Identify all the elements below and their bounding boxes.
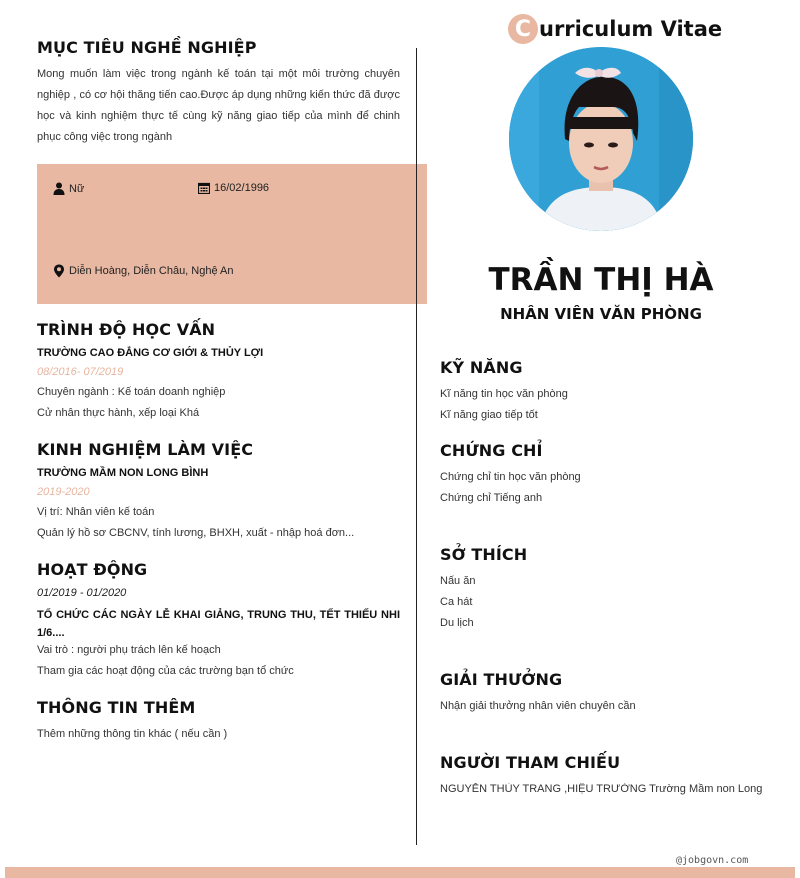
skill-item: Kĩ năng giao tiếp tốt <box>440 409 538 421</box>
objective-heading: MỤC TIÊU NGHỀ NGHIỆP <box>37 38 257 57</box>
certificates-heading: CHỨNG CHỈ <box>440 441 543 460</box>
education-period: 08/2016- 07/2019 <box>37 366 124 378</box>
education-line: Chuyên ngành : Kế toán doanh nghiệp <box>37 386 226 398</box>
references-heading: NGƯỜI THAM CHIẾU <box>440 753 621 772</box>
gender-value: Nữ <box>69 182 85 195</box>
education-heading: TRÌNH ĐỘ HỌC VẤN <box>37 320 216 339</box>
hobbies-heading: SỞ THÍCH <box>440 545 528 564</box>
person-role: NHÂN VIÊN VĂN PHÒNG <box>500 305 702 323</box>
hobby-item: Ca hát <box>440 596 473 608</box>
cv-title <box>508 14 722 44</box>
activities-event: TỔ CHỨC CÁC NGÀY LỄ KHAI GIẢNG, TRUNG THU, TẾT THIẾU NHI 1/6.... <box>37 609 400 639</box>
address-item <box>53 264 234 278</box>
address-value: Diễn Hoàng, Diễn Châu, Nghệ An <box>69 265 234 277</box>
activities-line: Tham gia các hoạt động của các trường bạn tổ chức <box>37 665 294 677</box>
more-info-text: Thêm những thông tin khác ( nếu cần ) <box>37 728 228 740</box>
awards-heading: GIẢI THƯỞNG <box>440 670 563 689</box>
birthday-item <box>198 182 269 194</box>
experience-period: 2019-2020 <box>37 486 90 498</box>
map-pin-icon <box>53 264 65 278</box>
more-info-heading: THÔNG TIN THÊM <box>37 698 196 717</box>
calendar-icon <box>198 182 210 194</box>
personal-info-box <box>37 164 427 304</box>
certificate-item: Chứng chỉ Tiếng anh <box>440 492 543 504</box>
hobby-item: Nấu ăn <box>440 575 476 587</box>
skill-item: Kĩ năng tin học văn phòng <box>440 388 568 400</box>
reference-item: NGUYỄN THÙY TRANG ,HIỆU TRƯỞNG Trường Mầm non Long <box>440 783 763 795</box>
objective-text: Mong muốn làm việc trong ngành kế toán tại một môi trường chuyên nghiệp , có cơ hội thăng tiến cao.Được áp dụng những kiến thức đã được học và kinh nghiệm thực tế cùng kỹ năng giao tiếp của mình để chinh phục công việc trong ngành <box>37 68 400 143</box>
activities-period: 01/2019 - 01/2020 <box>37 587 127 599</box>
experience-company: TRƯỜNG MẦM NON LONG BÌNH <box>37 467 209 479</box>
birthday-value: 16/02/1996 <box>214 182 270 194</box>
education-line: Cử nhân thực hành, xếp loại Khá <box>37 407 200 419</box>
experience-line: Vị trí: Nhân viên kế toán <box>37 506 155 518</box>
watermark: @jobgovn.com <box>676 855 749 866</box>
skills-heading: KỸ NĂNG <box>440 358 523 377</box>
education-school: TRƯỜNG CAO ĐẲNG CƠ GIỚI & THỦY LỢI <box>37 347 264 359</box>
activities-line: Vai trò : người phụ trách lên kế hoạch <box>37 644 221 656</box>
person-name: TRẦN THỊ HÀ <box>488 262 714 298</box>
cv-title-text: urriculum Vitae <box>539 17 723 41</box>
user-icon <box>53 182 65 195</box>
experience-heading: KINH NGHIỆM LÀM VIỆC <box>37 440 254 459</box>
award-item: Nhận giải thưởng nhân viên chuyên cần <box>440 700 636 712</box>
experience-line: Quản lý hồ sơ CBCNV, tính lương, BHXH, xuất - nhập hoá đơn... <box>37 527 355 539</box>
gender-item <box>53 182 84 195</box>
certificate-item: Chứng chỉ tin học văn phòng <box>440 471 581 483</box>
hobby-item: Du lịch <box>440 617 474 629</box>
activities-heading: HOẠT ĐỘNG <box>37 560 148 579</box>
footer-bar <box>5 867 795 878</box>
cv-title-initial: C <box>508 14 538 44</box>
column-divider <box>416 48 417 845</box>
profile-photo <box>509 47 693 231</box>
